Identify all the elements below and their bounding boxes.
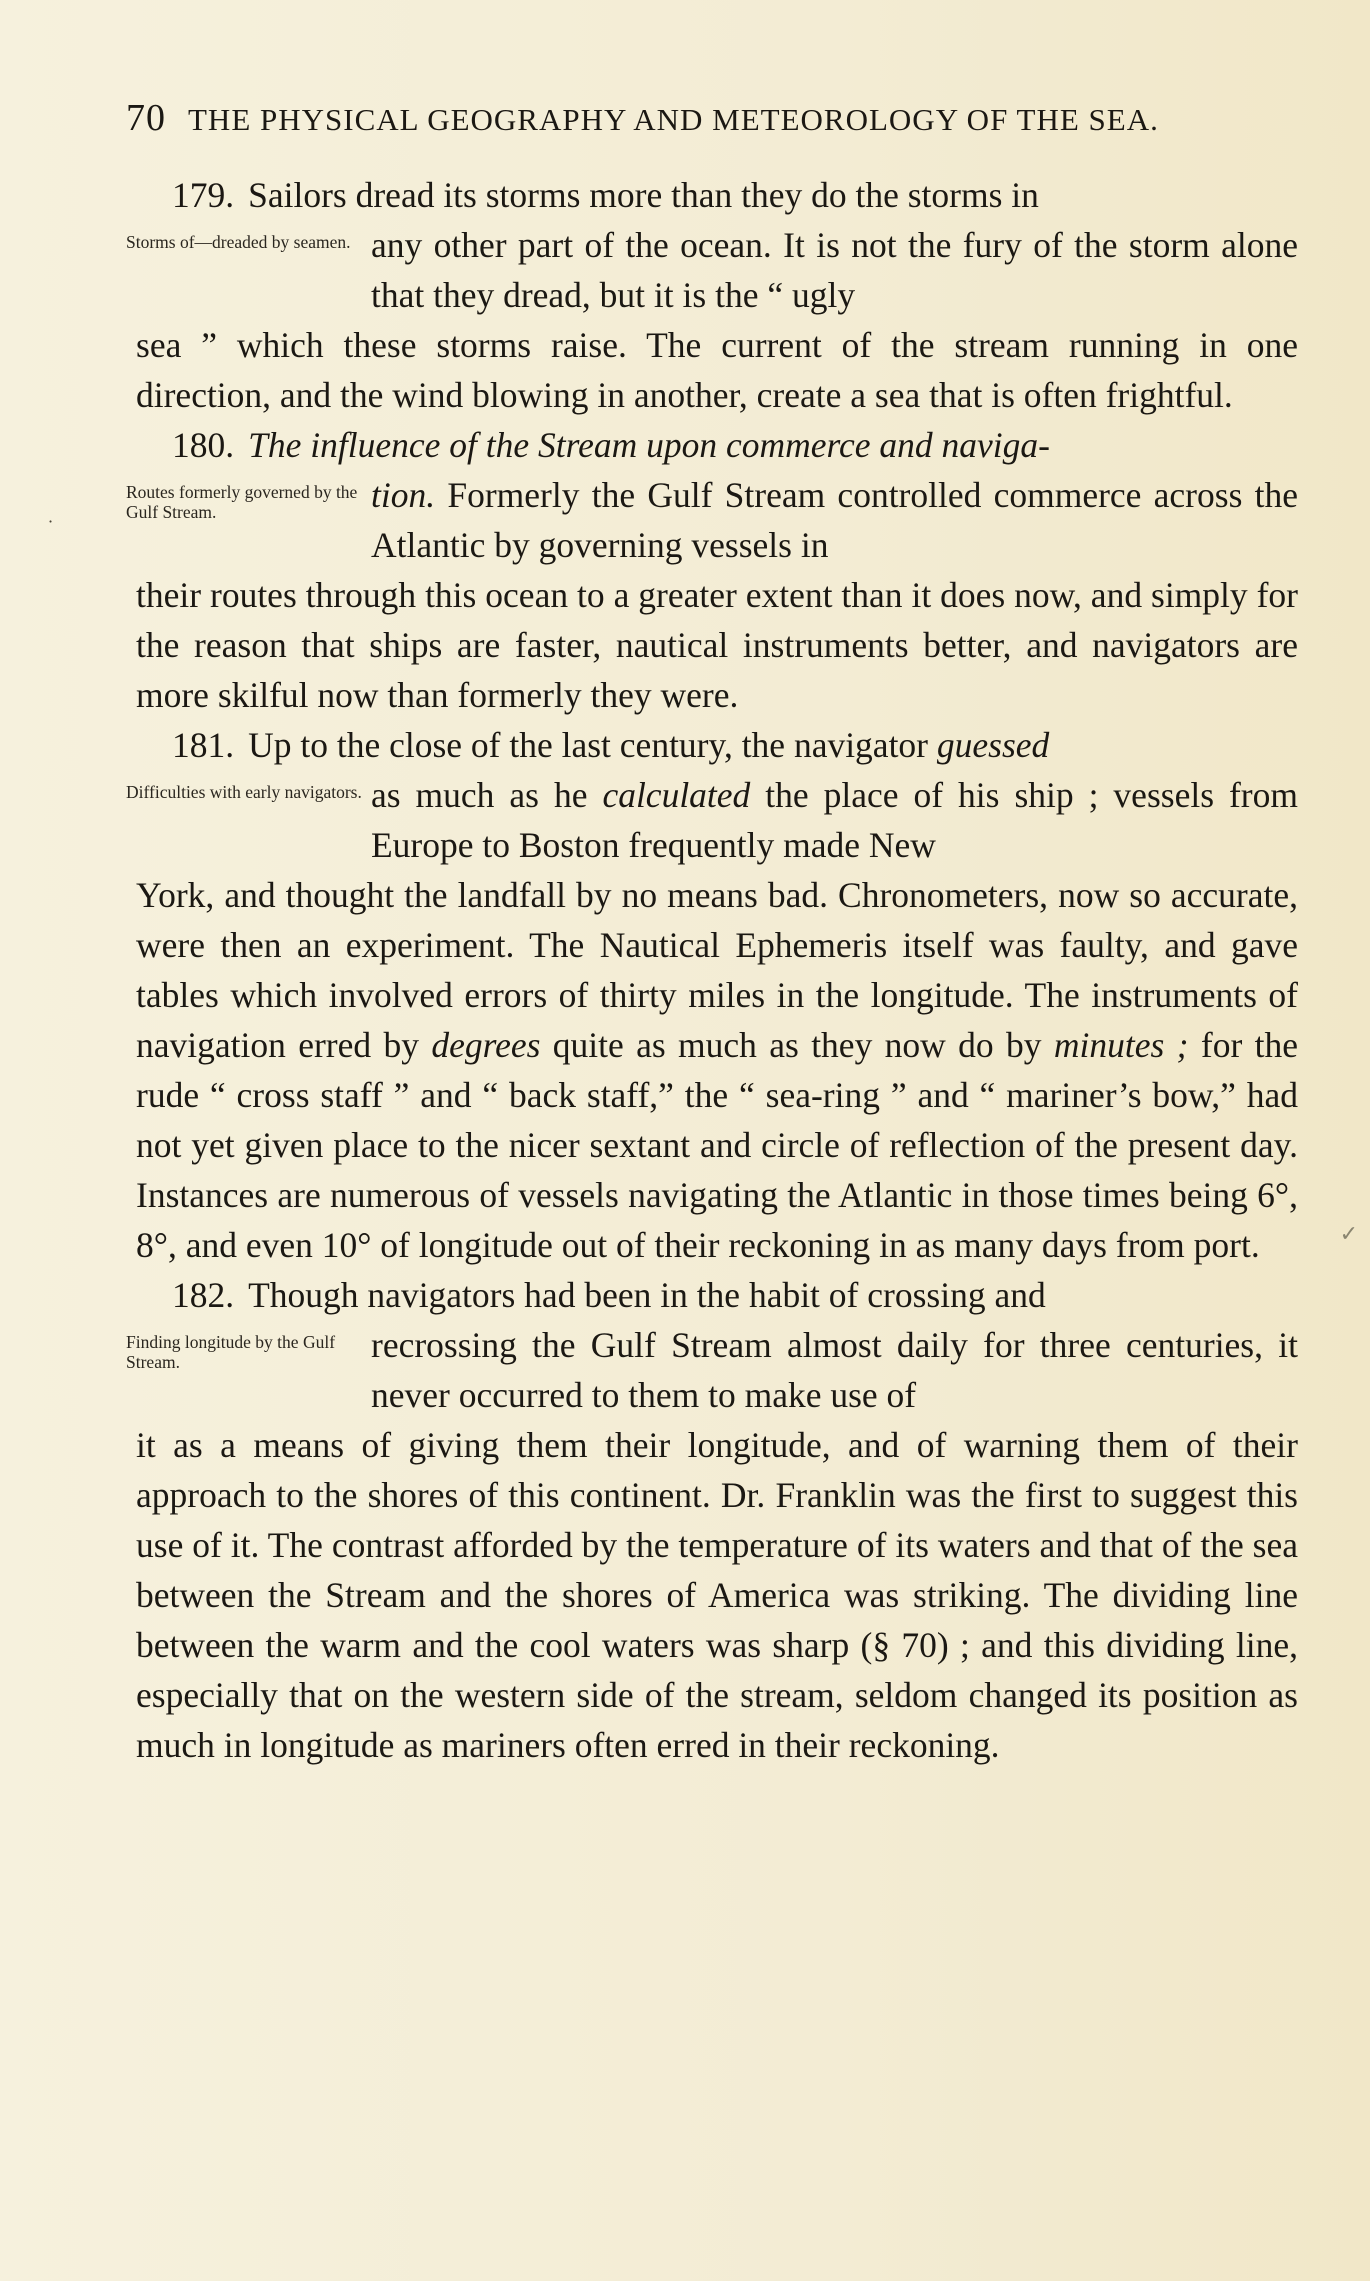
- paragraph-number: 182.: [172, 1275, 235, 1315]
- paragraph-text: their routes through this ocean to a greater extent than it does now, and simply for the reason that ships are faster, nautical instruments better, and navigators are more skilful now than formerly they were.: [136, 575, 1298, 715]
- paragraph-179: [126, 170, 1298, 420]
- paragraph-indented-lines: [371, 770, 1298, 870]
- page-body: [126, 170, 1298, 1770]
- paragraph-text-part: for the rude “ cross staff ” and “ back staff,” the “ sea-ring ” and “ mariner’s bow,” had not yet given place to the nicer sextant and circle of reflection of the present day. Instances are numerous of vessels navigating the Atlantic in those times being 6°, 8°, and even 10° of longitude out of their reckoning in as many days from port.: [136, 1025, 1298, 1265]
- sidenote: Routes formerly governed by the Gulf Stream.: [126, 482, 358, 522]
- emphasis: minutes ;: [1053, 1025, 1189, 1065]
- paragraph-number: 181.: [172, 725, 235, 765]
- paragraph-text: it as a means of giving them their longitude, and of warning them of their approach to the shores of this continent. Dr. Franklin was the first to suggest this use of it. The contrast afforded by the temperature of its waters and that of the sea between the Stream and the shores of America was striking. The dividing line between the warm and the cool waters was sharp (§ 70) ; and this dividing line, especially that on the western side of the stream, seldom changed its position as much in longitude as mariners often erred in their reckoning.: [136, 1425, 1298, 1765]
- paragraph-182: [126, 1270, 1298, 1770]
- section-heading: The influence of the Stream upon commerce and naviga-: [248, 425, 1050, 465]
- running-header: [126, 96, 1266, 140]
- sidenote: Difficulties with early navigators.: [126, 782, 362, 802]
- paragraph-text: Up to the close of the last century, the navigator: [248, 725, 937, 765]
- paragraph-indented-lines: [371, 470, 1298, 570]
- paragraph-number: 179.: [172, 175, 235, 215]
- section-heading-end: tion.: [371, 475, 436, 515]
- paragraph-indented-lines: recrossing the Gulf Stream almost daily for three centuries, it never occurred to them to make use of: [371, 1325, 1298, 1415]
- paragraph-text-part: quite as much as they now do by: [540, 1025, 1054, 1065]
- paragraph-text: the place of his ship ; vessels from Europe to Boston frequently made New: [371, 775, 1298, 865]
- margin-tick-mark: ✓: [1339, 1222, 1358, 1247]
- emphasis: degrees: [431, 1025, 541, 1065]
- paragraph-text-part: York, and thought the landfall by no means bad. Chronometers, now so accurate, were then an experiment. The Nautical Ephemeris itself was faulty, and gave tables which involved errors of thirty miles in the longitude. The instruments of navigation erred by: [136, 875, 1298, 1065]
- paragraph-181: [126, 720, 1298, 1270]
- paragraph-text: sea ” which these storms raise. The current of the stream running in one direction, and the wind blowing in another, create a sea that is often frightful.: [136, 325, 1298, 415]
- paragraph-text: Formerly the Gulf Stream controlled commerce across the Atlantic by governing vessels in: [371, 475, 1298, 565]
- paragraph-number: 180.: [172, 425, 235, 465]
- paragraph-text: [136, 870, 1298, 1270]
- page-number: 70: [126, 97, 166, 139]
- sidenote: Finding longitude by the Gulf Stream.: [126, 1332, 336, 1372]
- sidenote: Storms of—dreaded by seamen.: [126, 232, 351, 252]
- emphasis: guessed: [936, 725, 1050, 765]
- running-title: THE PHYSICAL GEOGRAPHY AND METEOROLOGY OF THE SEA.: [188, 102, 1159, 137]
- paragraph-text: as much as he: [371, 775, 603, 815]
- paragraph-180: [126, 420, 1298, 720]
- emphasis: calculated: [602, 775, 751, 815]
- paragraph-first-line: Sailors dread its storms more than they do the storms in: [248, 175, 1039, 215]
- paragraph-indented-lines: any other part of the ocean. It is not the fury of the storm alone that they dread, but it is the “ ugly: [371, 225, 1298, 315]
- margin-dot-mark: ·: [48, 512, 54, 531]
- paragraph-first-line: Though navigators had been in the habit of crossing and: [248, 1275, 1046, 1315]
